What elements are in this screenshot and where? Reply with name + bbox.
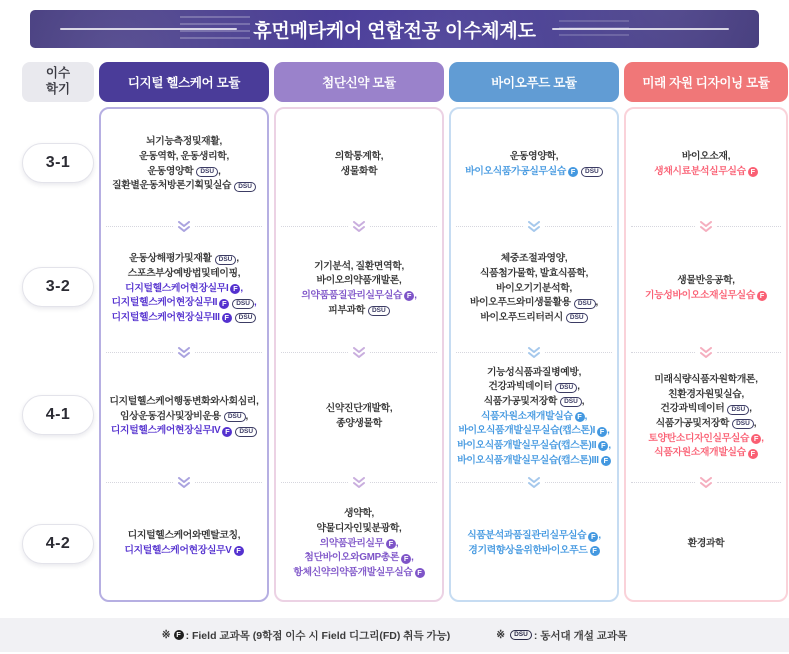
course-line: 바이오푸드리터러시 DSU (480, 311, 587, 326)
chevron-down-icon (527, 347, 541, 358)
dsu-icon: DSU (727, 405, 749, 415)
semester-header-line1: 이수 (45, 66, 71, 81)
chevron-divider (102, 220, 266, 232)
semester-section (22, 230, 94, 344)
field-icon: F (401, 554, 411, 564)
course-group (102, 232, 266, 346)
dsu-note-text: : 동서대 개설 교과목 (533, 629, 628, 642)
dotted-line (195, 352, 262, 353)
page-title: 휴먼메타케어 연합전공 이수체계도 (253, 20, 536, 42)
dsu-icon: DSU (232, 299, 254, 309)
semester-pill-list (22, 107, 94, 602)
dotted-line (717, 482, 781, 483)
course-line: 디지털헬스케어현장실무IV F DSU (111, 424, 257, 439)
course-line: 바이오소재 , (681, 150, 731, 162)
course-line: 디지털헬스케어현장실무V F (124, 544, 243, 559)
course-line: 약물디자인및분광학 , (316, 522, 402, 534)
chevron-down-icon (352, 347, 366, 358)
chevron-divider (627, 476, 785, 488)
course-line: 디지털헬스케어현장실무I F , (125, 282, 243, 294)
dsu-icon: DSU (732, 419, 754, 429)
course-line: 생채시료분석실무실습 F (654, 165, 758, 180)
course-line: 바이오식품개발실무실습(캡스톤)III F (457, 454, 610, 469)
dotted-line (631, 226, 695, 227)
course-line: 첨단바이오와GMP총론 F , (304, 552, 414, 564)
field-icon: F (588, 532, 598, 542)
module-header: 바이오푸드 모듈 (449, 62, 619, 102)
course-line: 토양탄소디자인실무실습 F , (648, 432, 764, 444)
dsu-icon: DSU (234, 182, 256, 192)
module-column-4 (624, 62, 788, 602)
dotted-line (545, 226, 612, 227)
chevron-down-icon (177, 221, 191, 232)
course-line: 식품첨가물학, 발효식품학 , (479, 267, 589, 279)
dsu-note (496, 628, 627, 643)
course-line: 디지털헬스케어현장실무II F DSU , (111, 297, 257, 309)
course-group (277, 109, 441, 220)
course-line: 경기력향상을위한바이오푸드 F (468, 544, 599, 559)
dsu-icon: DSU (196, 167, 218, 177)
chevron-divider (277, 346, 441, 358)
course-line: 종양생물학 (336, 418, 382, 429)
course-line: 건강과빅데이터 DSU , (488, 381, 580, 393)
course-line: 디지털헬스케어와멘탈코칭 , (127, 530, 241, 542)
reference-mark: ※ (161, 629, 171, 641)
field-note-text: : Field 교과목 (9학점 이수 시 Field 디그리(FD) 취득 가능) (185, 629, 451, 642)
dotted-line (195, 482, 262, 483)
field-icon: F (222, 427, 232, 437)
dotted-line (195, 226, 262, 227)
chevron-divider (627, 346, 785, 358)
course-line: 신약진단개발학 , (325, 403, 393, 415)
course-group (277, 358, 441, 476)
chevron-divider (452, 220, 616, 232)
semester-pill-4-1: 4-1 (22, 395, 94, 435)
module-header: 첨단신약 모듈 (274, 62, 444, 102)
chevron-down-icon (352, 221, 366, 232)
dotted-line (370, 482, 437, 483)
course-group (277, 232, 441, 346)
chevron-divider (627, 220, 785, 232)
dsu-icon: DSU (581, 167, 603, 177)
field-icon: F (575, 412, 585, 422)
course-line: 운동역학, 운동생리학 , (139, 150, 229, 162)
course-group (452, 488, 616, 600)
course-line: 건강과빅데이터 DSU , (660, 403, 752, 415)
course-line: 스포츠부상예방법및테이핑 , (127, 267, 241, 279)
dotted-line (281, 226, 348, 227)
dotted-line (717, 226, 781, 227)
dotted-line (106, 352, 173, 353)
dotted-line (370, 226, 437, 227)
semester-pill-3-2: 3-2 (22, 267, 94, 307)
course-group (627, 488, 785, 600)
course-line: 질환별운동처방론기획및실습 DSU (112, 179, 256, 194)
course-line: 식품자원소재개발실습 F , (480, 410, 588, 422)
dotted-line (545, 482, 612, 483)
course-group (452, 232, 616, 346)
dsu-icon: DSU (555, 383, 577, 393)
course-line: 바이오식품가공실무실습 F DSU (465, 165, 603, 180)
chevron-down-icon (177, 347, 191, 358)
banner-stripes-decoration (559, 20, 629, 38)
field-icon: F (597, 427, 607, 437)
dsu-icon: DSU (235, 427, 257, 437)
field-icon: F (757, 291, 767, 301)
dsu-icon: DSU (560, 397, 582, 407)
dotted-line (106, 226, 173, 227)
chevron-down-icon (177, 477, 191, 488)
semester-section (22, 356, 94, 474)
course-line: 바이오푸드와미생물활용 DSU , (470, 297, 598, 309)
course-line: 임상운동검사및장비운용 DSU , (120, 410, 248, 422)
course-line: 친환경자원및실습 , (668, 388, 744, 400)
field-icon: F (751, 434, 761, 444)
module-body (449, 107, 619, 602)
course-line: 디지털헬스케어행동변화와사회심리 , (109, 395, 259, 407)
course-line: 기능성바이오소재실무실습 F (645, 289, 767, 304)
legend-bar (0, 618, 789, 652)
chevron-divider (452, 476, 616, 488)
course-line: 기능성식품과질병예방 , (486, 366, 582, 378)
field-icon: F (222, 313, 232, 323)
course-line: 생물화학 (340, 165, 378, 177)
field-icon: F (234, 546, 244, 556)
semester-column-header (22, 62, 94, 102)
module-body (99, 107, 269, 602)
chevron-divider (102, 346, 266, 358)
course-line: 생약학 , (344, 508, 374, 520)
course-line: 생물반응공학 , (677, 275, 735, 287)
dotted-line (281, 482, 348, 483)
chevron-down-icon (699, 221, 713, 232)
course-line: 의약품품질관리실무실습 F , (301, 290, 417, 301)
field-icon: F (601, 456, 611, 466)
course-line: 미래식량식품자원학개론 , (654, 373, 758, 385)
semester-pill-4-2: 4-2 (22, 524, 94, 564)
module-body (624, 107, 788, 602)
field-icon: F (590, 546, 600, 556)
reference-mark: ※ (496, 629, 506, 641)
chevron-divider (277, 476, 441, 488)
dsu-icon: DSU (574, 299, 596, 309)
title-banner (30, 10, 759, 48)
course-group (102, 488, 266, 600)
chevron-down-icon (527, 221, 541, 232)
semester-section (22, 107, 94, 218)
course-line: 운동영양학 DSU , (147, 165, 221, 177)
semester-column (22, 62, 94, 602)
course-line: 항체신약의약품개발실무실습 F (293, 566, 424, 581)
field-icon: F (415, 568, 425, 578)
dsu-icon: DSU (224, 412, 246, 422)
course-line: 디지털헬스케어현장실무III F DSU (112, 311, 257, 326)
course-line: 환경과학 (687, 537, 725, 549)
course-line: 식품가공및저장학 DSU , (483, 395, 585, 407)
chevron-down-icon (699, 477, 713, 488)
module-column-3 (449, 62, 619, 602)
dotted-line (456, 352, 523, 353)
field-icon: F (219, 299, 229, 309)
course-group (277, 488, 441, 600)
dsu-icon: DSU (368, 306, 390, 316)
course-line: 식품자원소재개발실습 F (654, 446, 758, 461)
course-line: 바이오의약품개발론 , (316, 275, 402, 287)
course-group (452, 109, 616, 220)
dsu-icon: DSU (235, 313, 257, 323)
dsu-icon: DSU (215, 255, 237, 265)
module-header: 디지털 헬스케어 모듈 (99, 62, 269, 102)
chevron-divider (102, 476, 266, 488)
course-line: 의학통계학 , (334, 150, 384, 162)
course-group (627, 109, 785, 220)
course-line: 바이오식품개발실무실습(캡스톤)I F , (458, 425, 610, 437)
semester-section (22, 486, 94, 602)
dotted-line (631, 482, 695, 483)
field-icon: F (386, 539, 396, 549)
course-line: 피부과학 DSU (328, 304, 389, 319)
course-line: 운동영양학 , (509, 150, 559, 162)
module-header: 미래 자원 디자이닝 모듈 (624, 62, 788, 102)
course-group (627, 232, 785, 346)
field-icon: F (404, 291, 414, 301)
field-icon: F (598, 441, 608, 451)
course-group (102, 358, 266, 476)
dotted-line (545, 352, 612, 353)
dotted-line (631, 352, 695, 353)
course-group (452, 358, 616, 476)
course-line: 바이오기기분석학 , (496, 282, 572, 294)
dsu-icon: DSU (566, 313, 588, 323)
dotted-line (456, 482, 523, 483)
course-group (102, 109, 266, 220)
field-icon: F (174, 630, 184, 640)
field-note (162, 628, 451, 643)
course-line: 식품분석과품질관리실무실습 F , (467, 530, 601, 542)
dotted-line (106, 482, 173, 483)
chevron-divider (277, 220, 441, 232)
course-line: 의약품관리실무 F , (319, 537, 399, 549)
dotted-line (717, 352, 781, 353)
chevron-down-icon (527, 477, 541, 488)
course-line: 체중조절과영양 , (500, 253, 568, 265)
dotted-line (456, 226, 523, 227)
course-line: 바이오식품개발실무실습(캡스톤)II F , (457, 440, 611, 452)
course-group (627, 358, 785, 476)
course-line: 기기분석, 질환면역학 , (314, 260, 404, 272)
field-icon: F (748, 449, 758, 459)
chevron-down-icon (352, 477, 366, 488)
module-column-2 (274, 62, 444, 602)
dotted-line (370, 352, 437, 353)
banner-stripes-decoration (180, 16, 250, 42)
semester-pill-3-1: 3-1 (22, 143, 94, 183)
field-icon: F (748, 167, 758, 177)
semester-header-line2: 학기 (45, 82, 71, 96)
modules-grid (22, 62, 789, 602)
field-icon: F (230, 284, 240, 294)
chevron-down-icon (699, 347, 713, 358)
module-column-1 (99, 62, 269, 602)
dotted-line (281, 352, 348, 353)
field-icon: F (568, 167, 578, 177)
module-body (274, 107, 444, 602)
chevron-divider (452, 346, 616, 358)
course-line: 운동상해평가및재활 DSU , (129, 253, 239, 265)
course-line: 식품가공및저장학 DSU , (655, 418, 757, 429)
dsu-icon: DSU (510, 630, 532, 640)
course-line: 뇌기능측정및재활 , (146, 136, 222, 148)
